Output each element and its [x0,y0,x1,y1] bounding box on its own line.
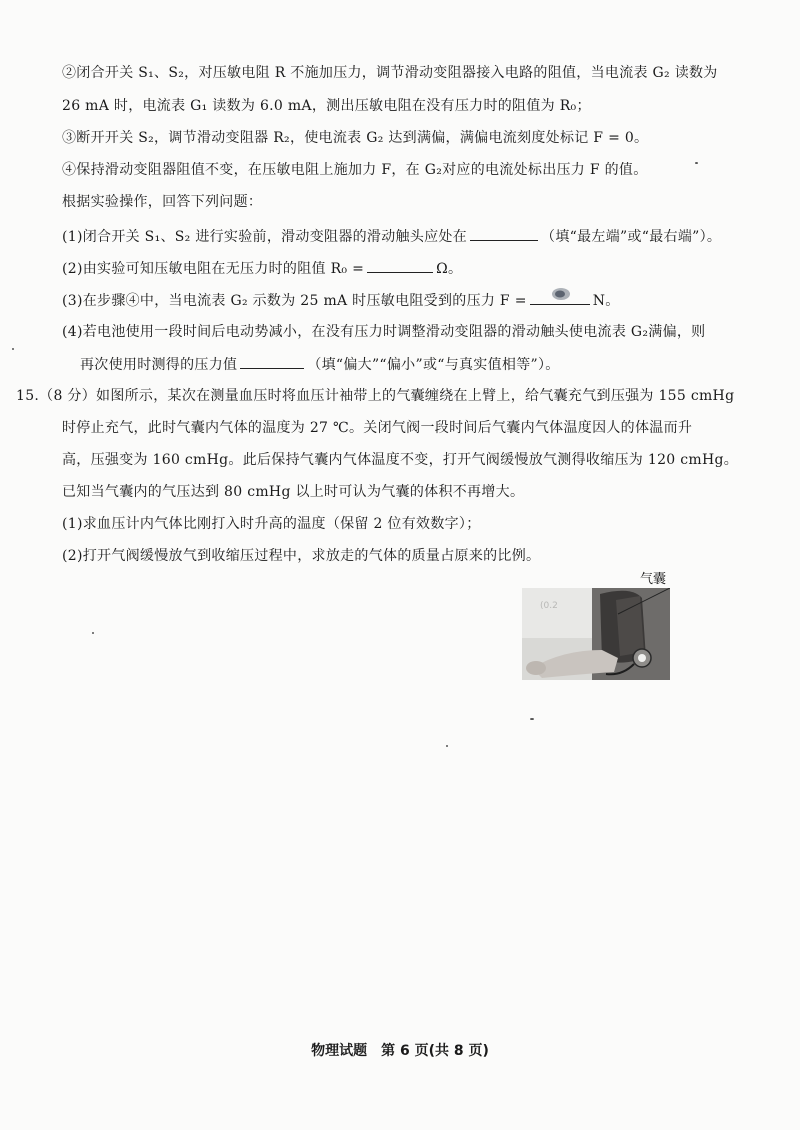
answer-blank-1[interactable] [470,226,538,241]
answer-blank-2[interactable] [367,258,433,273]
answer-blank-4[interactable] [240,354,304,369]
problem15-line2: 时停止充气，此时气囊内气体的温度为 27 ℃。关闭气阀一段时间后气囊内气体温度因人的体温而升 [62,420,693,436]
problem15-line4: 已知当气囊内的气压达到 80 cmHg 以上时可认为气囊的体积不再增大。 [62,484,525,500]
step2-line2: 26 mA 时，电流表 G₁ 读数为 6.0 mA，测出压敏电阻在没有压力时的阻值为 R₀； [62,98,591,114]
blood-pressure-photo [522,588,670,680]
question-1 [62,226,721,247]
question-1-text: (1)闭合开关 S₁、S₂ 进行实验前，滑动变阻器的滑动触头应处在 [62,229,468,245]
problem15-line1: 15.（8 分）如图所示，某次在测量血压时将血压计袖带上的气囊缠绕在上臂上，给气囊充气到压强为 155 cmHg [16,388,735,404]
instructions-intro: 根据实验操作，回答下列问题： [62,194,263,210]
problem15-line3: 高，压强变为 160 cmHg。此后保持气囊内气体温度不变，打开气阀缓慢放气测得收缩压为 120 cmHg。 [62,452,739,468]
speck [530,718,534,720]
question-3-unit: N。 [592,293,620,309]
question-3 [62,290,620,311]
speck [92,632,94,634]
question-4-line1: (4)若电池使用一段时间后电动势减小，在没有压力时调整滑动变阻器的滑动触头使电流表 G₂满偏，则 [62,324,706,340]
question-2 [62,258,462,279]
question-3-text: (3)在步骤④中，当电流表 G₂ 示数为 25 mA 时压敏电阻受到的压力 F = [62,293,527,309]
svg-text:(0.2: (0.2 [540,601,558,611]
question-2-text: (2)由实验可知压敏电阻在无压力时的阻值 R₀ = [62,261,365,277]
speck [446,745,448,747]
page-footer: 物理试题 第 6 页(共 8 页) [311,1043,489,1059]
question-4-line2 [80,354,560,375]
question-2-unit: Ω。 [436,261,463,277]
question-1-hint: （填“最左端”或“最右端”）。 [541,229,722,245]
speck [12,348,14,350]
question-4-text: 再次使用时测得的压力值 [80,357,238,373]
step2-line1: ②闭合开关 S₁、S₂，对压敏电阻 R 不施加压力，调节滑动变阻器接入电路的阻值，当电流表 G₂ 读数为 [62,65,718,81]
problem15-sub2: (2)打开气阀缓慢放气到收缩压过程中，求放走的气体的质量占原来的比例。 [62,548,541,564]
answer-blank-3[interactable] [530,290,590,305]
speck [695,162,698,164]
problem15-sub1: (1)求血压计内气体比刚打入时升高的温度（保留 2 位有效数字）； [62,516,481,532]
question-4-hint: （填“偏大”“偏小”或“与真实值相等”）。 [307,357,560,373]
ink-smudge [548,286,574,302]
step4-text: ④保持滑动变阻器阻值不变，在压敏电阻上施加力 F，在 G₂对应的电流处标出压力 F 的值。 [62,162,648,178]
figure-label: 气囊 [640,572,667,587]
step3-text: ③断开开关 S₂，调节滑动变阻器 R₂，使电流表 G₂ 达到满偏，满偏电流刻度处标记 F = 0。 [62,130,649,146]
